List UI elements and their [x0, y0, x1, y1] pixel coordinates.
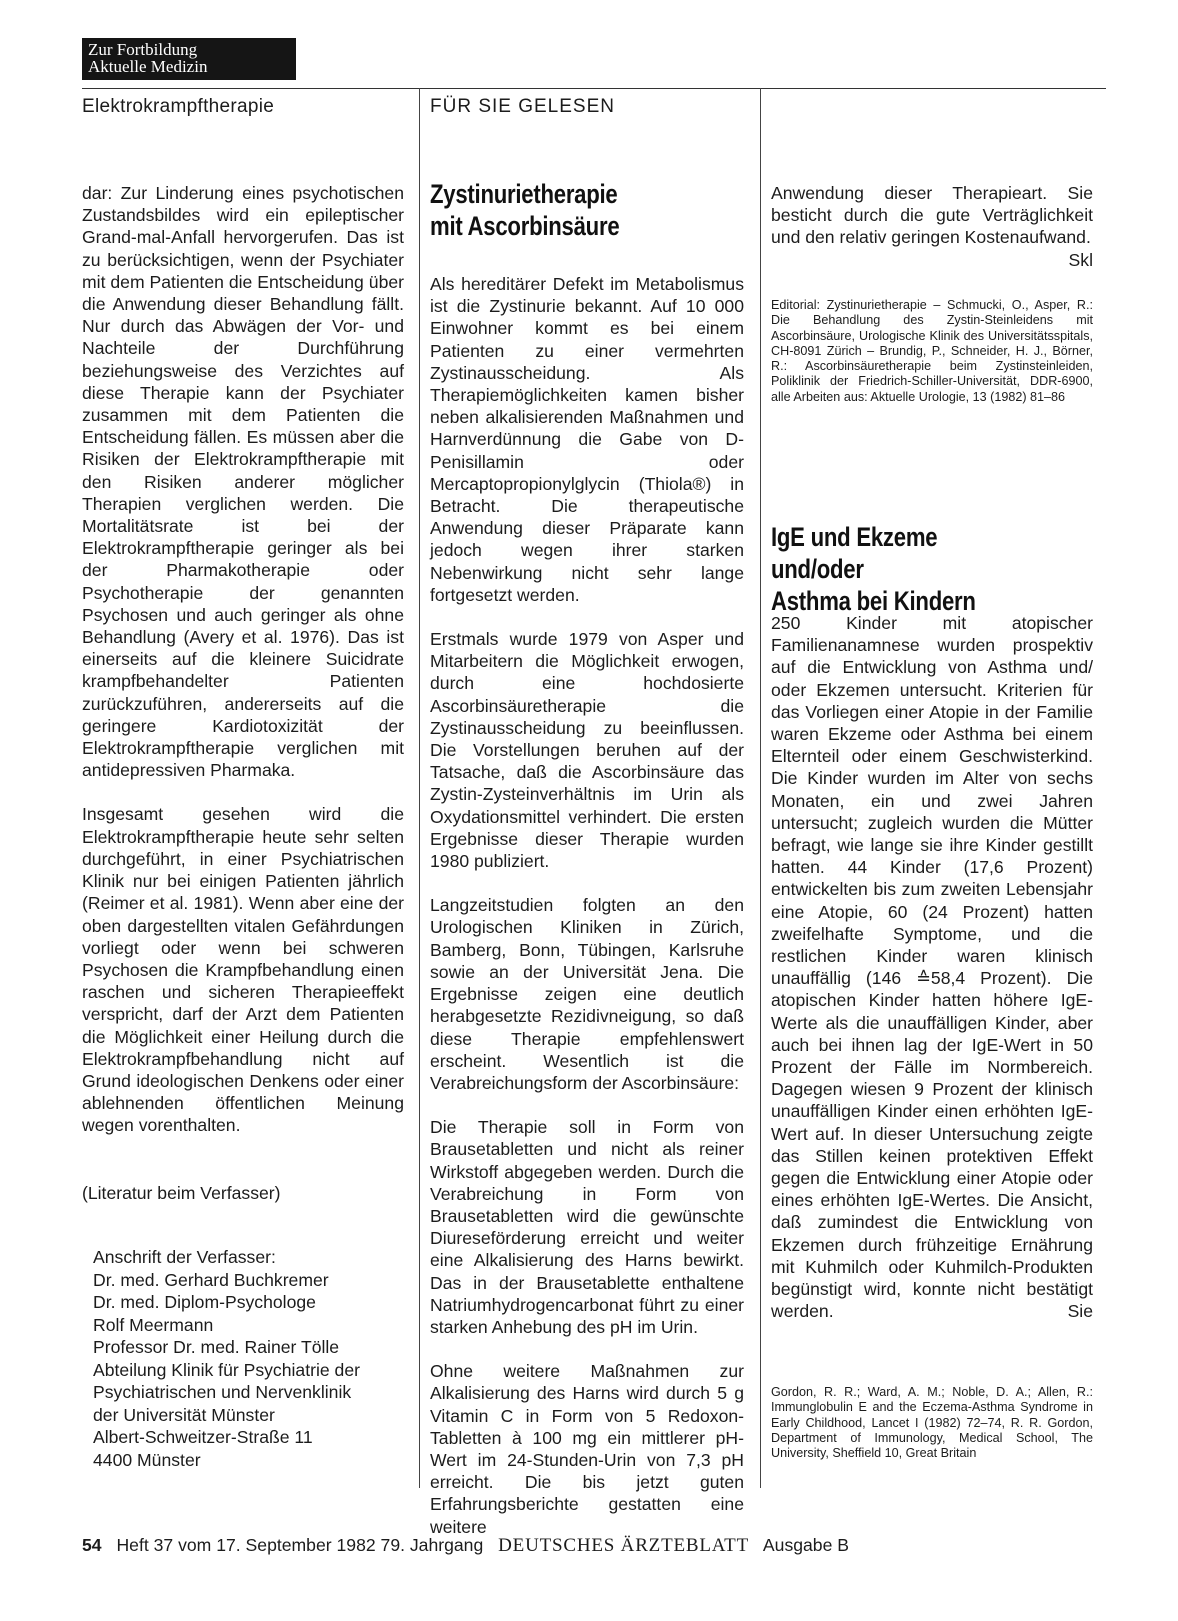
- article2-title-line: IgE und Ekzeme: [771, 522, 938, 552]
- paragraph: Ohne weitere Maßnahmen zur Alkalisierung des Harns wird durch 5 g Vitamin C in Form von 5 Redoxon-Tabletten à 100 mg ein mittlerer pH-Wert im 24-Stunden-Urin von 7,3 pH erreicht. Die bis jetzt guten Erfahrungsberichte gestatten eine weitere: [430, 1361, 744, 1537]
- address-line: Abteilung Klinik für Psychiatrie der: [93, 1359, 360, 1380]
- paragraph: [771, 612, 1093, 1323]
- address-line: Rolf Meermann: [93, 1314, 214, 1335]
- address-line: 4400 Münster: [93, 1449, 201, 1470]
- journal-name: DEUTSCHES ÄRZTEBLATT: [498, 1535, 749, 1556]
- column-left: [82, 182, 404, 1159]
- article2-title-line: und/oder: [771, 554, 864, 584]
- article1-title-line: mit Ascorbinsäure: [430, 211, 620, 241]
- article2-title-line: Asthma bei Kindern: [771, 586, 976, 616]
- column-divider-1: [419, 88, 420, 1488]
- article2-body-text: 250 Kinder mit atopischer Familienanamnese wurden prospektiv auf die Entwicklung von Asthma und/ oder Ekzemen untersucht. Kriterien für das Vorliegen einer Atopie in der Familie waren Ekzeme oder Asthma bei einem Elternteil oder einem Geschwisterkind. Die Kinder wurden im Alter von sechs Monaten, ein und zwei Jahren untersucht; zugleich wurden die Mütter befragt, wie lange sie ihre Kinder gestillt hatten. 44 Kinder (17,6 Prozent) entwickelten bis zum zweiten Lebensjahr eine Atopie, 60 (24 Prozent) hatten zweifelhafte Symptome, und die restlichen Kinder waren klinisch unauffällig (146 ≙58,4 Prozent). Die atopischen Kinder hatten höhere IgE-Werte als die unauffälligen Kinder, aber auch bei ihnen lag der IgE-Wert in 50 Prozent der Fälle im Normbereich. Dagegen wiesen 9 Prozent der klinisch unauffälligen Kinder einen erhöhten IgE-Wert auf. In dieser Untersuchung zeigte das Stillen keinen protektiven Effekt gegen die Entwicklung einer Atopie oder eines erhöhten IgE-Wertes. Die Ansicht, daß zumindest die Entwicklung von Ekzemen durch frühzeitige Ernährung mit Kuhmilch oder Kuhmilch-Produkten begünstigt wird, konnte nicht bestätigt werden.: [771, 613, 1093, 1322]
- top-rule: [82, 88, 1106, 89]
- article2-signature: Sie: [1067, 1301, 1093, 1322]
- article2-title: [771, 521, 1083, 617]
- page-number: 54: [82, 1535, 102, 1555]
- article2-reference: Gordon, R. R.; Ward, A. M.; Noble, D. A.; Allen, R.: Immunglobulin E and the Eczema-Asthma Syndrome in Early Childhood, Lancet I (1982) 72–74, R. R. Gordon, Department of Immunology, Medical School, The University, Sheffield 10, Great Britain: [771, 1385, 1093, 1461]
- address-line: Professor Dr. med. Rainer Tölle: [93, 1337, 340, 1357]
- address-line: Albert-Schweitzer-Straße 11: [93, 1427, 313, 1447]
- section-header-box: [82, 38, 296, 80]
- article1-signature: Skl: [1068, 249, 1093, 270]
- address-line: der Universität Münster: [93, 1404, 275, 1425]
- paragraph: Insgesamt gesehen wird die Elektrokrampftherapie heute sehr selten durchgeführt, in einer Psychiatrischen Klinik nur bei einigen Patienten jährlich (Reimer et al. 1981). Wenn aber eine der oben dargestellten vitalen Gefährdungen vorliegt oder wenn bei schweren Psychosen die Krampfbehandlung einen raschen und sicheren Therapieeffekt verspricht, darf der Arzt dem Patienten die Möglichkeit einer Heilung durch die Elektrokrampfbehandlung nicht auf Grund ideologischen Denkens oder einer ablehnenden öffentlichen Meinung wegen vorenthalten.: [82, 804, 404, 1136]
- address-line: Psychiatrischen und Nervenklinik: [93, 1382, 352, 1402]
- edition: Ausgabe B: [762, 1535, 850, 1555]
- address-line: Anschrift der Verfasser:: [93, 1247, 276, 1267]
- article1-continuation: [771, 182, 1093, 270]
- section-header-line2: Aktuelle Medizin: [88, 57, 208, 76]
- issue-info: Heft 37 vom 17. September 1982 79. Jahrgang: [116, 1535, 484, 1555]
- address-line: Dr. med. Diplom-Psychologe: [93, 1292, 316, 1312]
- paragraph: Langzeitstudien folgten an den Urologischen Kliniken in Zürich, Bamberg, Bonn, Tübingen, Karlsruhe sowie an der Universität Jena. Die Ergebnisse zeigen eine deutlich herabgesetzte Rezidivneigung, so daß diese Therapie empfehlenswert erscheint. Wesentlich ist die Verabreichungsform der Ascorbinsäure:: [430, 895, 744, 1093]
- paragraph: Erstmals wurde 1979 von Asper und Mitarbeitern die Möglichkeit erwogen, durch eine hochdosierte Ascorbinsäuretherapie die Zystinausscheidung zu beeinflussen. Die Vorstellungen beruhen auf der Tatsache, daß die Ascorbinsäure das Zystin-Zysteinverhältnis im Urin als Oxydationsmittel verhindert. Die ersten Ergebnisse dieser Therapie wurden 1980 publiziert.: [430, 629, 744, 872]
- paragraph: dar: Zur Linderung eines psychotischen Zustandsbildes wird ein epileptischer Grand-mal-Anfall hervorgerufen. Das ist zu berücksichtigen, wenn der Psychiater mit dem Patienten die Entscheidung über die Anwendung dieser Behandlung fällt. Nur durch das Abwägen der Vor- und Nachteile der Durchführung beziehungsweise des Verzichtes auf diese Therapie kann der Psychiater zusammen mit dem Patienten die Entscheidung fällen. Es müssen aber die Risiken der Elektrokrampftherapie mit den Risiken anderer möglicher Therapien verglichen werden. Die Mortalitätsrate ist bei der Elektrokrampftherapie geringer als bei der Pharmakotherapie oder Psychotherapie der genannten Psychosen und auch geringer als ohne Behandlung (Avery et al. 1976). Das ist einerseits auf die kleinere Suicidrate krampfbehandelter Patienten zurückzuführen, andererseits auf die geringere Kardiotoxizität der Elektrokrampftherapie verglichen mit antidepressiven Pharmaka.: [82, 183, 404, 781]
- page-footer: [82, 1535, 849, 1557]
- address-line: Dr. med. Gerhard Buchkremer: [93, 1269, 329, 1290]
- paragraph: Als hereditärer Defekt im Metabolismus ist die Zystinurie bekannt. Auf 10 000 Einwohner kommt es bei einem Patienten zu einer vermehrten Zystinausscheidung. Als Therapiemöglichkeiten kamen bisher neben alkalisierenden Maßnahmen und Harnverdünnung die Gabe von D-Penisillamin oder Mercaptopropionylglycin (Thiola®) in Betracht. Die therapeutische Anwendung dieser Präparate kann jedoch wegen ihrer starken Nebenwirkung nicht sehr lange fortgesetzt werden.: [430, 274, 744, 605]
- article1-reference: Editorial: Zystinurietherapie – Schmucki, O., Asper, R.: Die Behandlung des Zystin-Steinleidens mit Ascorbinsäure, Urologische Klinik des Universitätsspitals, CH-8091 Zürich – Brundig, P., Schneider, H. J., Börner, R.: Ascorbinsäuretherapie beim Zystinsteinleiden, Poliklinik der Friedrich-Schiller-Universität, DDR-6900, alle Arbeiten aus: Aktuelle Urologie, 13 (1982) 81–86: [771, 298, 1093, 404]
- column-divider-2: [760, 88, 761, 1488]
- author-address: [93, 1246, 360, 1471]
- running-head-left: Elektrokrampftherapie: [82, 96, 275, 117]
- running-head-section: FÜR SIE GELESEN: [430, 96, 615, 117]
- column-right: [771, 182, 1093, 271]
- continuation-text: Anwendung dieser Therapieart. Sie besticht durch die gute Verträglichkeit und den relativ geringen Kostenaufwand.: [771, 183, 1093, 248]
- section-header-line1: Zur Fortbildung: [88, 40, 198, 59]
- article1-title-line: Zystinurietherapie: [430, 179, 618, 209]
- column-middle: [430, 273, 744, 1560]
- literature-note: (Literatur beim Verfasser): [82, 1183, 281, 1203]
- paragraph: Die Therapie soll in Form von Brausetabletten und nicht als reiner Wirkstoff abgegeben werden. Durch die Verabreichung in Form von Brausetabletten wird die gewünschte Diureseförderung erreicht und weiter eine Alkalisierung des Harns bewirkt. Das in der Brausetablette enthaltene Natriumhydrogencarbonat führt zu einer starken Anhebung des pH im Urin.: [430, 1117, 744, 1337]
- article1-title: [430, 178, 742, 242]
- article2-body: [771, 612, 1093, 1323]
